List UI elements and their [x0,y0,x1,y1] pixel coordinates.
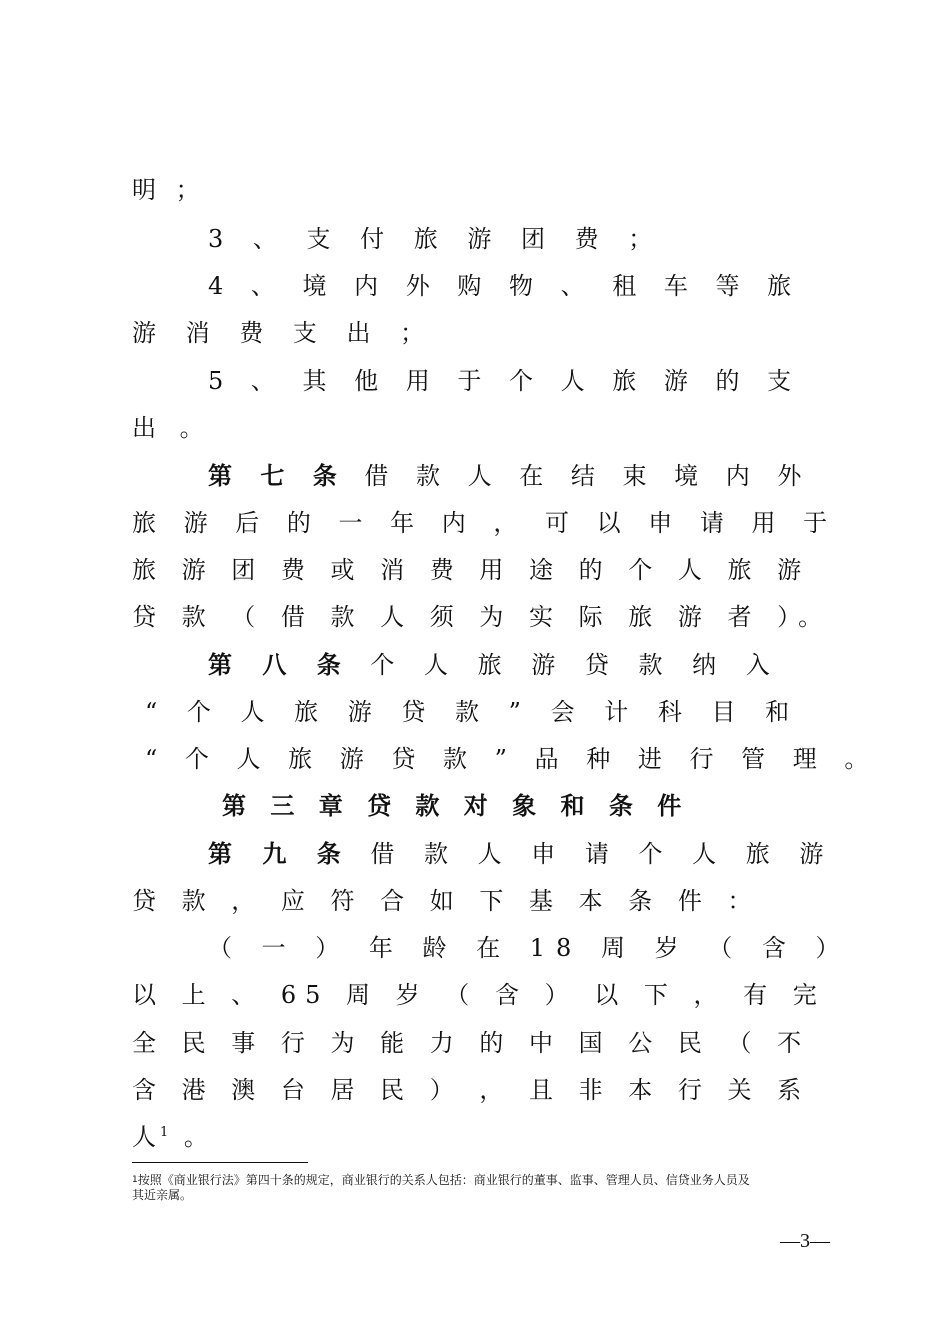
text-line: “ 个 人 旅 游 贷 款 ” 会 计 科 目 和 [145,698,801,726]
text-line: 3 、 支 付 旅 游 团 费 ； [208,225,664,253]
text-line: 4 、 境 内 外 购 物 、 租 车 等 旅 [208,272,802,300]
text-line: 全 民 事 行 为 能 力 的 中 国 公 民 （ 不 [132,1029,811,1057]
page-number: —3— [780,1230,830,1252]
footnote-marker: 1 [132,1175,138,1185]
text-line: 含 港 澳 台 居 民 ） ， 且 非 本 行 关 系 [132,1076,811,1104]
text-line: 个 人 旅 游 贷 款 纳 入 [370,651,781,679]
footnote-text: 按照《商业银行法》第四十条的规定，商业银行的关系人包括：商业银行的董事、监事、管理人员、信贷业务人员及 [137,1173,750,1187]
text-line: 明 ； [132,176,206,204]
text-line: 旅 游 团 费 或 消 费 用 途 的 个 人 旅 游 [132,556,811,584]
article-line [208,650,781,680]
text-line: 以 上 、 65 周 岁 （ 含 ） 以 下 ， 有 完 [132,981,826,1009]
text-line [132,1122,212,1152]
text-line: 贷 款 （ 借 款 人 须 为 实 际 旅 游 者 ）。 [132,603,832,631]
text-line-start: 人 [132,1123,160,1151]
text-line: 游 消 费 支 出 ； [132,319,436,347]
article-line [208,839,834,869]
text-line: “ 个 人 旅 游 贷 款 ” 品 种 进 行 管 理 。 [145,745,879,773]
footnote-separator [132,1162,308,1163]
article-heading: 第 九 条 [208,840,352,868]
chapter-heading: 第 三 章 贷 款 对 象 和 条 件 [222,792,690,820]
text-line: 出 。 [132,414,212,442]
text-line: （ 一 ） 年 龄 在 18 周 岁 （ 含 ） [208,934,851,962]
footnote-reference[interactable]: 1 [160,1125,173,1140]
footnote-text: 其近亲属。 [132,1188,193,1202]
text-line: 借 款 人 在 结 束 境 内 外 [364,462,812,490]
footnote-line [132,1188,844,1203]
footnote-line [132,1173,844,1188]
article-line [208,461,811,491]
text-line-end: 。 [172,1123,212,1151]
text-line: 借 款 人 申 请 个 人 旅 游 [370,840,835,868]
article-heading: 第 八 条 [208,651,352,679]
footnote [132,1173,844,1203]
text-line: 5 、 其 他 用 于 个 人 旅 游 的 支 [208,367,802,395]
text-line: 旅 游 后 的 一 年 内 ， 可 以 申 请 用 于 [132,509,838,537]
text-line: 贷 款 ， 应 符 合 如 下 基 本 条 件 ： [132,887,761,915]
article-heading: 第 七 条 [208,462,347,490]
